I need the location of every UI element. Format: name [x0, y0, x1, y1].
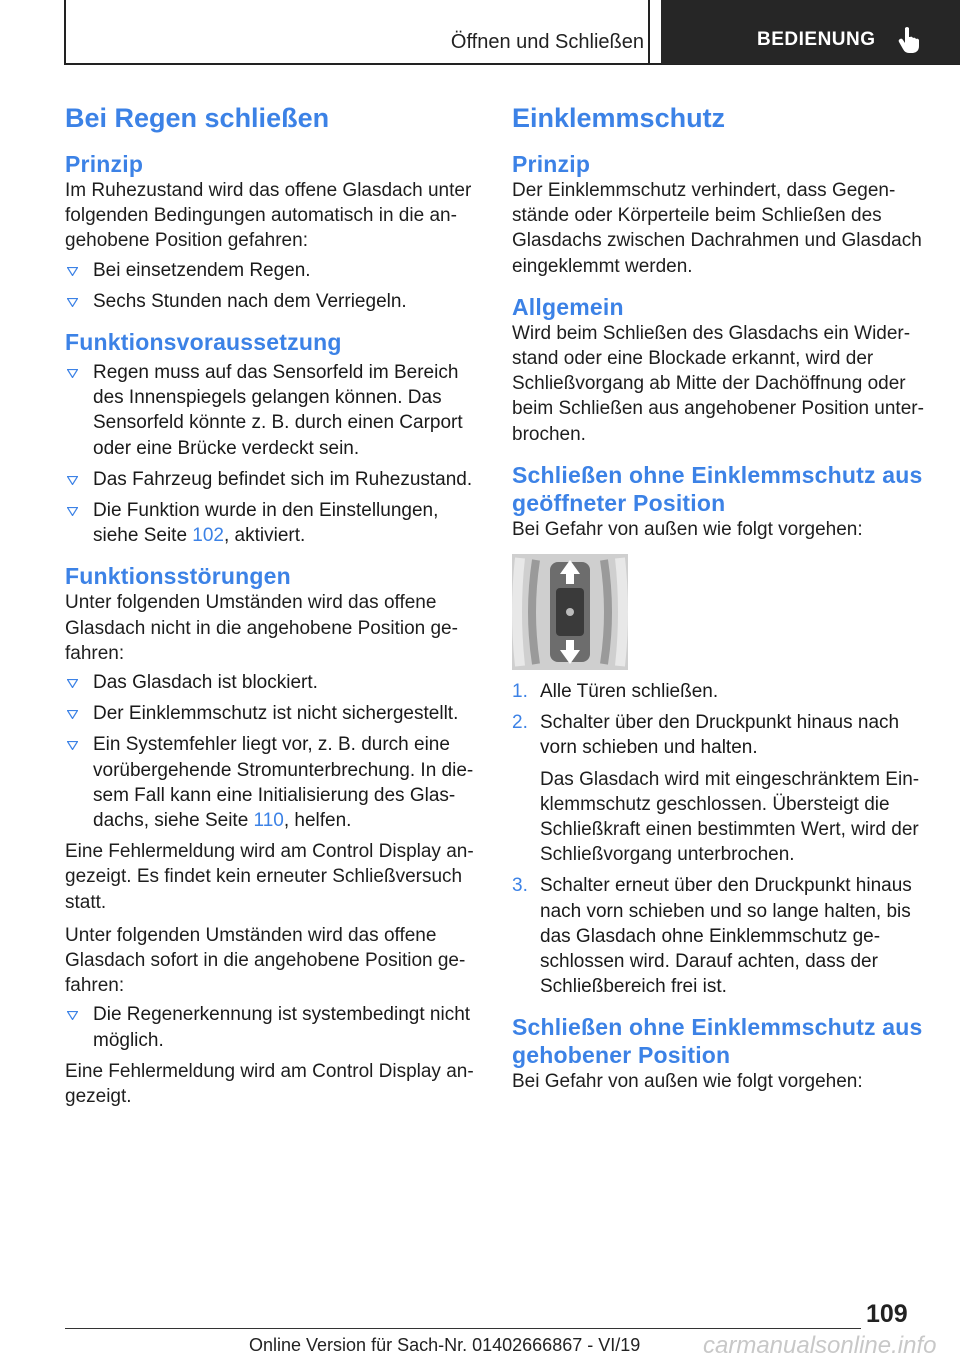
stoerungen-bullets-2	[65, 1002, 480, 1052]
page-link-110[interactable]: 110	[253, 810, 284, 832]
list-item: Regen muss auf das Sensorfeld im Bereich des Innenspiegels gelangen können. Das Sensorfeld könnte z. B. durch einen Carport oder eine Brücke verdeckt sein.	[65, 360, 480, 461]
heading-einklemmschutz: Einklemmschutz	[512, 103, 726, 133]
list-item: Bei einsetzendem Regen.	[65, 258, 480, 283]
right-column	[512, 100, 932, 1095]
voraussetzung-bullets	[65, 360, 480, 548]
bullet-triangle-icon	[67, 267, 78, 276]
list-item: 3. Schalter erneut über den Druckpunkt hinaus nach vorn schieben und so lange halten, bis das Glasdach ohne Einklemmschutz geschlossen wird. Darauf achten, dass der Schließbereich frei ist.	[512, 875, 912, 998]
bullet-triangle-icon	[67, 1011, 78, 1020]
left-column	[65, 100, 480, 1109]
bullet-triangle-icon	[67, 507, 78, 516]
heading-allgemein: Allgemein	[512, 293, 624, 320]
list-item: 2. Schalter über den Druckpunkt hinaus nach vorn schieben und halten. Das Glasdach wird mit eingeschränktem Einklemmschutz geschlossen. Übersteigt die Schließkraft einen bestimmten Wert, wird der Schließvorgang unterbrochen.	[512, 710, 932, 867]
list-item: Die Regenerkennung ist systembedingt nicht möglich.	[65, 1002, 480, 1052]
heading-geoeffnet: Schließen ohne Einklemmschutz aus geöffneter Position	[512, 461, 923, 516]
heading-prinzip-right: Prinzip	[512, 151, 591, 177]
einklemmschutz-prinzip-text: Der Einklemmschutz verhindert, dass Gegenstände oder Körperteile beim Schließen des Glasdachs zwischen Dachrahmen und Glasdach eingeklemmt werden.	[512, 180, 922, 277]
page-link-102[interactable]: 102	[192, 525, 224, 547]
list-item: 1. Alle Türen schließen.	[512, 681, 719, 703]
prinzip-bullets	[65, 258, 480, 314]
bullet-triangle-icon	[67, 679, 78, 688]
list-item: Das Glasdach ist blockiert.	[65, 670, 480, 695]
bullet-triangle-icon	[67, 298, 78, 307]
online-version-text: Online Version für Sach-Nr. 01402666867 - VI/19	[249, 1335, 641, 1355]
roof-switch-illustration	[512, 554, 628, 670]
heading-funktionsvoraussetzung: Funktionsvoraussetzung	[65, 329, 342, 356]
gehoben-intro: Bei Gefahr von außen wie folgt vorgehen:	[512, 1071, 863, 1093]
list-item: Ein Systemfehler liegt vor, z. B. durch eine vorübergehende Stromunterbrechung. In diesem Fall kann eine Initialisierung des Glasdachs, siehe Seite 110, helfen.	[65, 732, 480, 833]
hand-pointer-icon	[897, 26, 923, 54]
stoerungen-intro: Unter folgenden Umständen wird das offene Glasdach nicht in die angehobene Position gefahren:	[65, 592, 458, 664]
page-number: 109	[866, 1300, 908, 1328]
stoerungen-para2: Unter folgenden Umständen wird das offene Glasdach sofort in die angehobene Position gefahren:	[65, 924, 466, 997]
bullet-triangle-icon	[67, 369, 78, 378]
chapter-tab[interactable]	[661, 0, 960, 64]
section-title: Öffnen und Schließen	[450, 31, 644, 53]
footer-rule	[65, 1328, 861, 1329]
geoeffnet-intro: Bei Gefahr von außen wie folgt vorgehen:	[512, 518, 863, 540]
allgemein-text: Wird beim Schließen des Glasdachs ein Widerstand oder eine Blockade erkannt, wird der Schließvorgang ab Mitte der Dachöffnung oder beim Schließen aus angehobener Position unterbrochen.	[512, 322, 924, 445]
list-item: Sechs Stunden nach dem Verriegeln.	[65, 289, 480, 314]
heading-prinzip-left: Prinzip	[65, 151, 144, 177]
chapter-tab-label: BEDIENUNG	[757, 29, 876, 50]
step-note: Das Glasdach wird mit eingeschränktem Einklemmschutz geschlossen. Übersteigt die Schließkraft einen bestimmten Wert, wird der Schließvorgang unterbrochen.	[540, 768, 920, 866]
stoerungen-para1: Eine Fehlermeldung wird am Control Display angezeigt. Es findet kein erneuter Schließversuch statt.	[65, 841, 474, 913]
geoeffnet-steps	[512, 679, 932, 999]
prinzip-text: Im Ruhezustand wird das offene Glasdach unter folgenden Bedingungen automatisch in die angehobene Position gefahren:	[65, 180, 472, 252]
header-border-mid	[648, 0, 650, 65]
watermark: carmanualsonline.info	[703, 1332, 937, 1359]
list-item: Die Funktion wurde in den Einstellungen, siehe Seite 102, aktiviert.	[65, 498, 480, 548]
bullet-triangle-icon	[67, 710, 78, 719]
list-item: Das Fahrzeug befindet sich im Ruhezustand.	[65, 467, 480, 492]
bullet-triangle-icon	[67, 741, 78, 750]
list-item: Der Einklemmschutz ist nicht sichergestellt.	[65, 701, 480, 726]
heading-gehoben: Schließen ohne Einklemmschutz aus gehobener Position	[512, 1014, 923, 1069]
stoerungen-bullets	[65, 670, 480, 833]
heading-funktionsstoerungen: Funktionsstörungen	[65, 563, 291, 590]
bullet-triangle-icon	[67, 476, 78, 485]
heading-bei-regen: Bei Regen schließen	[65, 103, 330, 133]
stoerungen-para3: Eine Fehlermeldung wird am Control Display angezeigt.	[65, 1060, 474, 1108]
